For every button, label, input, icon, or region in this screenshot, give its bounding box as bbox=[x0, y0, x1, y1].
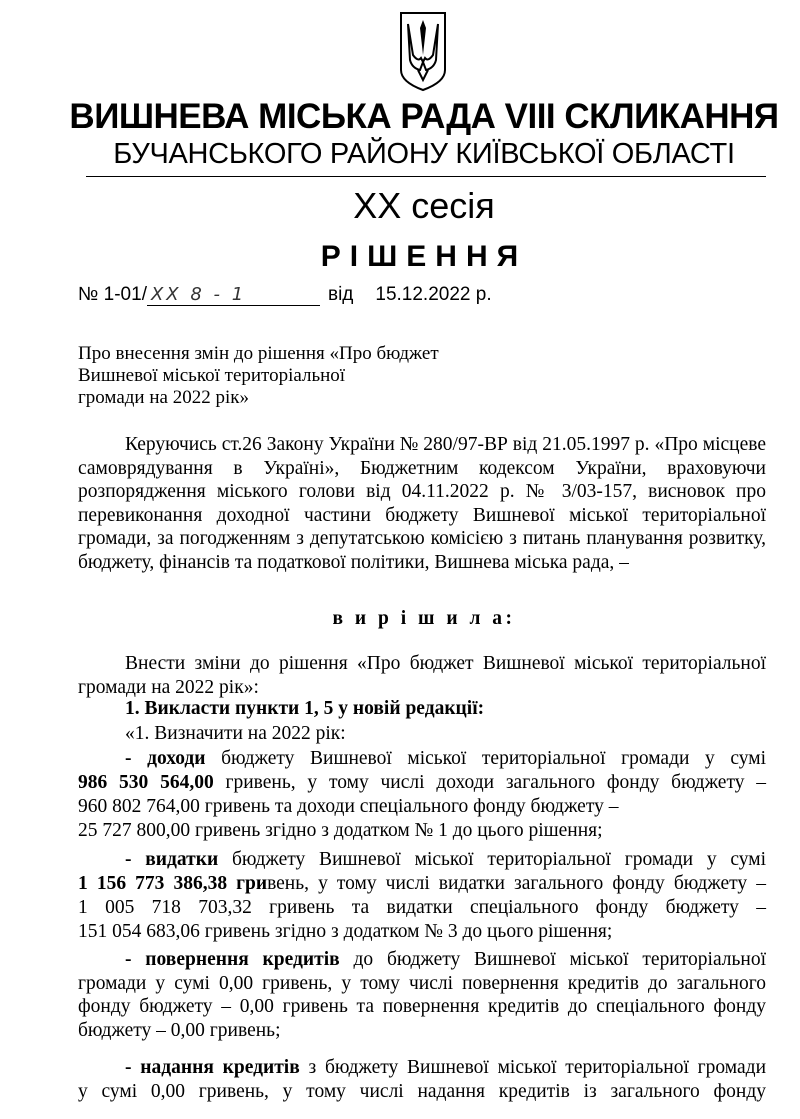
resolved-heading: в и р і ш и л а: bbox=[332, 608, 516, 629]
number-prefix: № 1-01/ bbox=[78, 284, 147, 305]
council-region: БУЧАНСЬКОГО РАЙОНУ КИЇВСЬКОЇ ОБЛАСТІ bbox=[113, 138, 735, 170]
expenditures-text: 1 005 718 703,32 гривень та видатки спеціального фонду бюджету – bbox=[78, 897, 766, 918]
revenues-line bbox=[125, 747, 766, 771]
loan-provision-text: у сумі 0,00 гривень, у тому числі надання кредитів із загального фонду bbox=[78, 1081, 766, 1102]
item1-subheading: «1. Визначити на 2022 рік: bbox=[125, 723, 346, 744]
revenues-text: бюджету Вишневої міської територіальної громади у сумі bbox=[221, 748, 767, 769]
revenues-text: 960 802 764,00 гривень та доходи спеціального фонду бюджету – bbox=[78, 796, 619, 817]
expenditures-amount-line bbox=[78, 872, 766, 896]
preamble-paragraph: Керуючись ст.26 Закону України № 280/97-ВР від 21.05.1997 р. «Про місцеве самоврядування в Україні», Бюджетним кодексом України, враховуючи розпорядження міського голови від 04.11.2022 р. № 3/03-157, висновок про перевиконання доходної частини бюджету Вишневої міської територіальної громади, за погодженням з депутатською комісією з питань планування розвитку, бюджету, фінансів та податкової політики, Вишнева міська рада, – bbox=[78, 434, 766, 573]
handwritten-number: XX 8 - 1 bbox=[147, 284, 320, 306]
expenditures-text: бюджету Вишневої міської територіальної громади у сумі bbox=[231, 849, 767, 870]
loan-repayment-label: - повернення кредитів bbox=[125, 949, 340, 970]
decision-number bbox=[78, 284, 492, 306]
loan-repayment-paragraph bbox=[78, 948, 766, 1042]
expenditures-line bbox=[125, 848, 766, 872]
expenditures-amount: 1 156 773 386,38 гри bbox=[78, 873, 268, 894]
subject-line: Вишневої міської територіальної bbox=[78, 365, 346, 386]
expenditures-label: - видатки bbox=[125, 849, 219, 870]
trident-emblem-icon bbox=[398, 10, 448, 92]
item1-heading: 1. Викласти пункти 1, 5 у новій редакції: bbox=[125, 698, 485, 719]
subject-line: громади на 2022 рік» bbox=[78, 387, 249, 408]
revenues-text: гривень, у тому числі доходи загального фонду бюджету – bbox=[225, 772, 767, 793]
revenues-amount: 986 530 564,00 bbox=[78, 772, 214, 793]
from-label: від bbox=[327, 284, 354, 305]
revenues-text: 25 727 800,00 гривень згідно з додатком № 1 до цього рішення; bbox=[78, 820, 603, 841]
header-divider bbox=[86, 176, 766, 177]
revenues-amount-line bbox=[78, 771, 766, 795]
loan-repayment-text: до бюджету Вишневої міської територіальної громади у сумі 0,00 гривень, у тому числі повернення кредитів до загального фонду бюджету – 0,00 гривень та повернення кредитів до спеціального фонду бюджету – 0,00 гривень; bbox=[78, 949, 767, 1041]
revenues-label: - доходи bbox=[125, 748, 206, 769]
loan-provision-text: з бюджету Вишневої міської територіальної громади bbox=[308, 1057, 767, 1078]
decision-subject bbox=[78, 343, 439, 409]
session-title: XX сесія bbox=[353, 185, 495, 226]
subject-line: Про внесення змін до рішення «Про бюджет bbox=[78, 343, 439, 364]
expenditures-text: 151 054 683,06 гривень згідно з додатком № 3 до цього рішення; bbox=[78, 921, 613, 942]
expenditures-text: вень, у тому числі видатки загального фонду бюджету – bbox=[267, 873, 766, 894]
loan-provision-line bbox=[125, 1056, 766, 1080]
decision-date: 15.12.2022 р. bbox=[375, 284, 492, 305]
document-type: РІШЕННЯ bbox=[320, 240, 528, 273]
council-name: ВИШНЕВА МІСЬКА РАДА VIII СКЛИКАННЯ bbox=[69, 97, 779, 136]
loan-provision-label: - надання кредитів bbox=[125, 1057, 300, 1078]
intro-paragraph: Внести зміни до рішення «Про бюджет Вишневої міської територіальної громади на 2022 рік»: bbox=[78, 653, 766, 698]
